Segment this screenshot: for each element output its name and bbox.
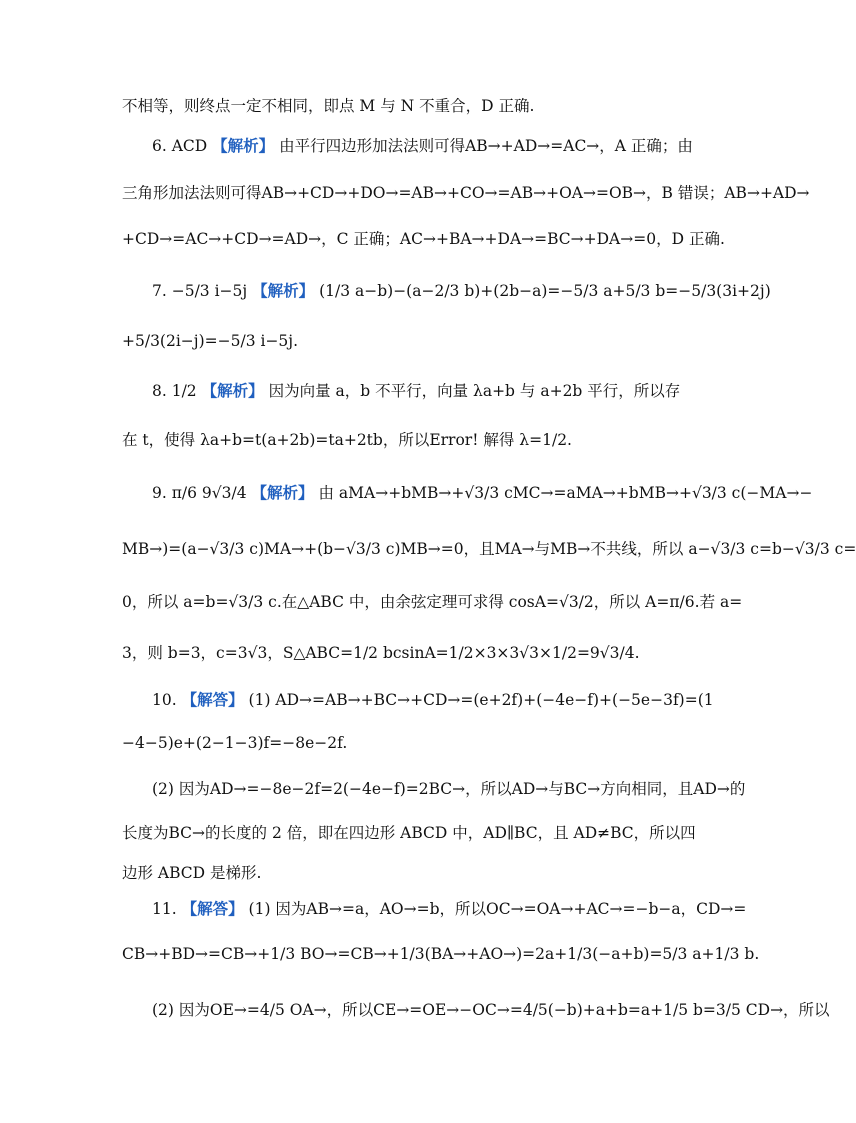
text-line: 在 t，使得 λa+b=t(a+2b)=ta+2tb，所以Error! 解得 λ=1/2. (122, 431, 572, 449)
text-line: 不相等，则终点一定不相同，即点 M 与 N 不重合，D 正确. (122, 97, 535, 115)
text-line: MB→)=(a−√3/3 c)MA→+(b−√3/3 c)MB→=0，且MA→与MB→不共线，所以 a−√3/3 c=b−√3/3 c= (122, 540, 856, 558)
text-line: 0，所以 a=b=√3/3 c.在△ABC 中，由余弦定理可求得 cosA=√3/2，所以 A=π/6.若 a= (122, 593, 743, 611)
q10-number: 10. (152, 691, 177, 709)
q6-number: 6. ACD (152, 137, 208, 155)
q10-first-line: 10. 【解答】 (1) AD→=AB→+BC→+CD→=(e+2f)+(−4e−f)+(−5e−3f)=(1 (152, 690, 714, 709)
text-line: 3，则 b=3，c=3√3，S△ABC=1/2 bcsinA=1/2×3×3√3×1/2=9√3/4. (122, 644, 640, 662)
q11-tag: 【解答】 (181, 899, 244, 918)
q7-tag: 【解析】 (252, 281, 315, 300)
text-line: (2) 因为AD→=−8e−2f=2(−4e−f)=2BC→，所以AD→与BC→方向相同，且AD→的 (152, 780, 746, 798)
q8-number: 8. 1/2 (152, 382, 197, 400)
text-line: −4−5)e+(2−1−3)f=−8e−2f. (122, 734, 348, 752)
text-line: +5/3(2i−j)=−5/3 i−5j. (122, 332, 299, 350)
q7-first-line: 7. −5/3 i−5j 【解析】 (1/3 a−b)−(a−2/3 b)+(2b−a)=−5/3 a+5/3 b=−5/3(3i+2j) (152, 281, 771, 300)
q8-first-line: 8. 1/2 【解析】 因为向量 a，b 不平行，向量 λa+b 与 a+2b 平行，所以存 (152, 381, 681, 400)
text-line: +CD→=AC→+CD→=AD→，C 正确；AC→+BA→+DA→=BC→+DA→=0，D 正确. (122, 230, 725, 248)
q9-tag: 【解析】 (251, 483, 314, 502)
text-line: 三角形加法法则可得AB→+CD→+DO→=AB→+CO→=AB→+OA→=OB→，B 错误；AB→+AD→ (122, 184, 810, 202)
text-line: 长度为BC→的长度的 2 倍，即在四边形 ABCD 中，AD∥BC，且 AD≠BC，所以四 (122, 824, 696, 842)
q9-number: 9. π/6 9√3/4 (152, 484, 247, 502)
text-line: CB→+BD→=CB→+1/3 BO→=CB→+1/3(BA→+AO→)=2a+1/3(−a+b)=5/3 a+1/3 b. (122, 945, 760, 963)
q11-first-line: 11. 【解答】 (1) 因为AB→=a，AO→=b，所以OC→=OA→+AC→=−b−a，CD→= (152, 899, 747, 918)
q7-number: 7. −5/3 i−5j (152, 282, 248, 300)
q8-tag: 【解析】 (201, 381, 264, 400)
q11-number: 11. (152, 900, 177, 918)
q9-first-line: 9. π/6 9√3/4 【解析】 由 aMA→+bMB→+√3/3 cMC→=aMA→+bMB→+√3/3 c(−MA→− (152, 483, 813, 502)
q6-tag: 【解析】 (212, 136, 275, 155)
text-line: (2) 因为OE→=4/5 OA→，所以CE→=OE→−OC→=4/5(−b)+a+b=a+1/5 b=3/5 CD→，所以 (152, 1001, 830, 1019)
text-line: 边形 ABCD 是梯形. (122, 864, 262, 882)
q10-tag: 【解答】 (181, 690, 244, 709)
q6-first-line: 6. ACD 【解析】 由平行四边形加法法则可得AB→+AD→=AC→，A 正确；由 (152, 136, 693, 155)
